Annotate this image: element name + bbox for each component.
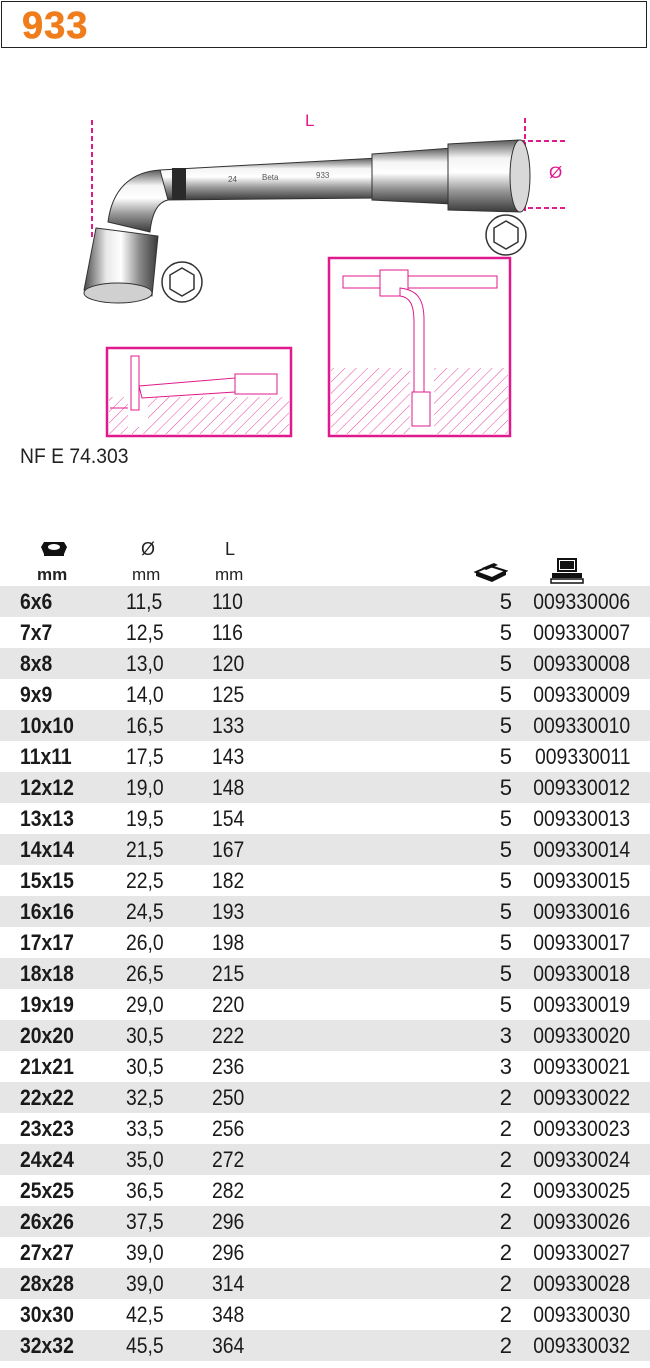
col-size-unit: mm bbox=[37, 565, 68, 584]
cell-diameter: 13,0 bbox=[126, 651, 164, 676]
cell-length: 296 bbox=[212, 1240, 245, 1265]
table-row bbox=[0, 1237, 650, 1268]
cell-diameter: 11,5 bbox=[126, 589, 163, 614]
cell-pack: 5 bbox=[499, 992, 512, 1017]
cell-diameter: 35,0 bbox=[126, 1147, 164, 1172]
cell-size: 9x9 bbox=[20, 682, 53, 707]
diameter-label: Ø bbox=[549, 163, 563, 182]
cell-code: 009330026 bbox=[533, 1209, 630, 1234]
table-row bbox=[0, 710, 650, 741]
cell-diameter: 24,5 bbox=[126, 899, 164, 924]
table-row bbox=[0, 679, 650, 710]
package-icon bbox=[474, 562, 508, 584]
cell-size: 14x14 bbox=[20, 837, 74, 862]
table-row bbox=[0, 1330, 650, 1361]
cell-size: 13x13 bbox=[20, 806, 74, 831]
cell-size: 26x26 bbox=[20, 1209, 74, 1234]
cell-pack: 5 bbox=[499, 961, 512, 986]
cell-size: 7x7 bbox=[20, 620, 53, 645]
cell-length: 193 bbox=[212, 899, 245, 924]
cell-diameter: 26,5 bbox=[126, 961, 164, 986]
cell-code: 009330027 bbox=[533, 1240, 630, 1265]
cell-pack: 5 bbox=[499, 775, 512, 800]
cell-code: 009330016 bbox=[533, 899, 630, 924]
cell-pack: 2 bbox=[499, 1333, 512, 1358]
table-row bbox=[0, 1144, 650, 1175]
cell-size: 10x10 bbox=[20, 713, 74, 738]
cell-length: 198 bbox=[212, 930, 245, 955]
cell-code: 009330008 bbox=[533, 651, 630, 676]
usage-diagram-large bbox=[329, 258, 510, 436]
hexagon-symbol-right bbox=[486, 215, 526, 255]
cell-length: 133 bbox=[212, 713, 245, 738]
cell-diameter: 14,0 bbox=[126, 682, 164, 707]
cell-length: 116 bbox=[212, 620, 243, 645]
col-diameter-unit: mm bbox=[132, 565, 161, 584]
cell-code: 009330025 bbox=[533, 1178, 630, 1203]
cell-length: 220 bbox=[212, 992, 245, 1017]
cell-code: 009330012 bbox=[533, 775, 630, 800]
cell-pack: 5 bbox=[499, 899, 512, 924]
cell-length: 314 bbox=[212, 1271, 245, 1296]
cell-diameter: 32,5 bbox=[126, 1085, 164, 1110]
table-row bbox=[0, 1051, 650, 1082]
cell-code: 009330028 bbox=[533, 1271, 630, 1296]
cell-code: 009330021 bbox=[533, 1054, 630, 1079]
usage-diagram-small bbox=[107, 348, 291, 436]
wrench-head-right bbox=[372, 148, 452, 204]
col-diameter-label: Ø bbox=[141, 539, 156, 559]
cell-length: 167 bbox=[212, 837, 245, 862]
table-row bbox=[0, 1299, 650, 1330]
cell-length: 110 bbox=[212, 589, 243, 614]
cell-size: 28x28 bbox=[20, 1271, 74, 1296]
cell-pack: 2 bbox=[499, 1085, 512, 1110]
col-length-label: L bbox=[225, 539, 236, 559]
cell-pack: 2 bbox=[499, 1302, 512, 1327]
cell-diameter: 30,5 bbox=[126, 1023, 164, 1048]
cell-diameter: 45,5 bbox=[126, 1333, 164, 1358]
cell-diameter: 21,5 bbox=[126, 837, 164, 862]
cell-diameter: 36,5 bbox=[126, 1178, 164, 1203]
svg-text:24: 24 bbox=[228, 175, 237, 184]
cell-diameter: 19,5 bbox=[126, 806, 164, 831]
cell-code: 009330014 bbox=[533, 837, 630, 862]
title-box bbox=[1, 1, 647, 48]
cell-length: 120 bbox=[212, 651, 245, 676]
cell-size: 15x15 bbox=[20, 868, 74, 893]
cell-size: 30x30 bbox=[20, 1302, 74, 1327]
hex-nut-icon bbox=[40, 538, 68, 558]
cell-pack: 5 bbox=[499, 589, 512, 614]
cell-pack: 5 bbox=[499, 682, 512, 707]
cell-code: 009330030 bbox=[533, 1302, 630, 1327]
cell-length: 256 bbox=[212, 1116, 245, 1141]
cell-length: 250 bbox=[212, 1085, 245, 1110]
cell-size: 17x17 bbox=[20, 930, 74, 955]
cell-size: 16x16 bbox=[20, 899, 74, 924]
length-label: L bbox=[305, 111, 315, 130]
cell-pack: 2 bbox=[499, 1271, 512, 1296]
table-row bbox=[0, 896, 650, 927]
cell-size: 6x6 bbox=[20, 589, 53, 614]
cell-diameter: 33,5 bbox=[126, 1116, 164, 1141]
cell-code: 009330018 bbox=[533, 961, 630, 986]
table-row bbox=[0, 648, 650, 679]
cell-pack: 5 bbox=[499, 620, 512, 645]
cell-length: 148 bbox=[212, 775, 245, 800]
table-row bbox=[0, 1175, 650, 1206]
cell-diameter: 17,5 bbox=[126, 744, 164, 769]
cell-length: 154 bbox=[212, 806, 245, 831]
cell-diameter: 30,5 bbox=[126, 1054, 164, 1079]
cell-length: 125 bbox=[212, 682, 245, 707]
cell-size: 11x11 bbox=[20, 744, 72, 769]
table-row bbox=[0, 617, 650, 648]
cell-pack: 5 bbox=[499, 868, 512, 893]
cell-pack: 2 bbox=[499, 1116, 512, 1141]
cell-diameter: 26,0 bbox=[126, 930, 164, 955]
cell-pack: 3 bbox=[499, 1023, 512, 1048]
cell-size: 12x12 bbox=[20, 775, 74, 800]
table-row bbox=[0, 1206, 650, 1237]
cell-diameter: 29,0 bbox=[126, 992, 164, 1017]
table-header bbox=[0, 536, 650, 586]
table-row bbox=[0, 741, 650, 772]
cell-pack: 2 bbox=[499, 1209, 512, 1234]
cell-length: 296 bbox=[212, 1209, 245, 1234]
cell-size: 18x18 bbox=[20, 961, 74, 986]
svg-text:933: 933 bbox=[316, 171, 330, 180]
cell-diameter: 19,0 bbox=[126, 775, 164, 800]
cell-size: 25x25 bbox=[20, 1178, 74, 1203]
table-row bbox=[0, 1268, 650, 1299]
cell-code: 009330015 bbox=[533, 868, 630, 893]
cell-length: 236 bbox=[212, 1054, 245, 1079]
cell-size: 22x22 bbox=[20, 1085, 74, 1110]
computer-icon bbox=[550, 558, 584, 584]
cell-code: 009330022 bbox=[533, 1085, 630, 1110]
cell-code: 009330013 bbox=[533, 806, 630, 831]
table-row bbox=[0, 834, 650, 865]
cell-size: 21x21 bbox=[20, 1054, 74, 1079]
table-row bbox=[0, 1020, 650, 1051]
cell-size: 19x19 bbox=[20, 992, 74, 1017]
cell-pack: 5 bbox=[499, 744, 512, 769]
cell-code: 009330017 bbox=[533, 930, 630, 955]
product-figure bbox=[0, 100, 650, 445]
cell-code: 009330032 bbox=[533, 1333, 630, 1358]
table-row bbox=[0, 1113, 650, 1144]
cell-code: 009330007 bbox=[533, 620, 630, 645]
cell-length: 272 bbox=[212, 1147, 245, 1172]
cell-code: 009330009 bbox=[533, 682, 630, 707]
table-row bbox=[0, 803, 650, 834]
table-row bbox=[0, 772, 650, 803]
cell-length: 143 bbox=[212, 744, 245, 769]
table-row bbox=[0, 958, 650, 989]
cell-pack: 2 bbox=[499, 1240, 512, 1265]
cell-size: 8x8 bbox=[20, 651, 53, 676]
table-row bbox=[0, 927, 650, 958]
cell-code: 009330010 bbox=[533, 713, 630, 738]
cell-pack: 2 bbox=[499, 1178, 512, 1203]
cell-size: 24x24 bbox=[20, 1147, 74, 1172]
cell-length: 364 bbox=[212, 1333, 245, 1358]
cell-diameter: 39,0 bbox=[126, 1271, 164, 1296]
cell-length: 282 bbox=[212, 1178, 245, 1203]
cell-length: 348 bbox=[212, 1302, 245, 1327]
cell-pack: 5 bbox=[499, 837, 512, 862]
table-row bbox=[0, 989, 650, 1020]
product-number: 933 bbox=[22, 5, 89, 47]
cell-pack: 5 bbox=[499, 713, 512, 738]
cell-diameter: 16,5 bbox=[126, 713, 164, 738]
wrench-bend bbox=[108, 170, 168, 232]
cell-pack: 2 bbox=[499, 1147, 512, 1172]
cell-size: 20x20 bbox=[20, 1023, 74, 1048]
table-row bbox=[0, 865, 650, 896]
hexagon-symbol-left bbox=[162, 262, 202, 302]
cell-pack: 5 bbox=[499, 930, 512, 955]
cell-code: 009330006 bbox=[533, 589, 630, 614]
cell-diameter: 37,5 bbox=[126, 1209, 164, 1234]
cell-code: 009330011 bbox=[534, 744, 630, 769]
standard-reference: NF E 74.303 bbox=[20, 445, 129, 468]
col-length-unit: mm bbox=[215, 565, 244, 584]
table-row bbox=[0, 1082, 650, 1113]
cell-diameter: 22,5 bbox=[126, 868, 164, 893]
svg-text:Beta: Beta bbox=[262, 173, 279, 182]
cell-length: 215 bbox=[212, 961, 245, 986]
cell-pack: 5 bbox=[499, 651, 512, 676]
table-row bbox=[0, 586, 650, 617]
cell-size: 32x32 bbox=[20, 1333, 74, 1358]
cell-diameter: 12,5 bbox=[126, 620, 164, 645]
cell-size: 27x27 bbox=[20, 1240, 74, 1265]
cell-diameter: 39,0 bbox=[126, 1240, 164, 1265]
cell-code: 009330024 bbox=[533, 1147, 630, 1172]
cell-pack: 5 bbox=[499, 806, 512, 831]
cell-code: 009330023 bbox=[533, 1116, 630, 1141]
cell-code: 009330019 bbox=[533, 992, 630, 1017]
cell-diameter: 42,5 bbox=[126, 1302, 164, 1327]
cell-length: 222 bbox=[212, 1023, 245, 1048]
cell-code: 009330020 bbox=[533, 1023, 630, 1048]
cell-length: 182 bbox=[212, 868, 245, 893]
cell-pack: 3 bbox=[499, 1054, 512, 1079]
cell-size: 23x23 bbox=[20, 1116, 74, 1141]
